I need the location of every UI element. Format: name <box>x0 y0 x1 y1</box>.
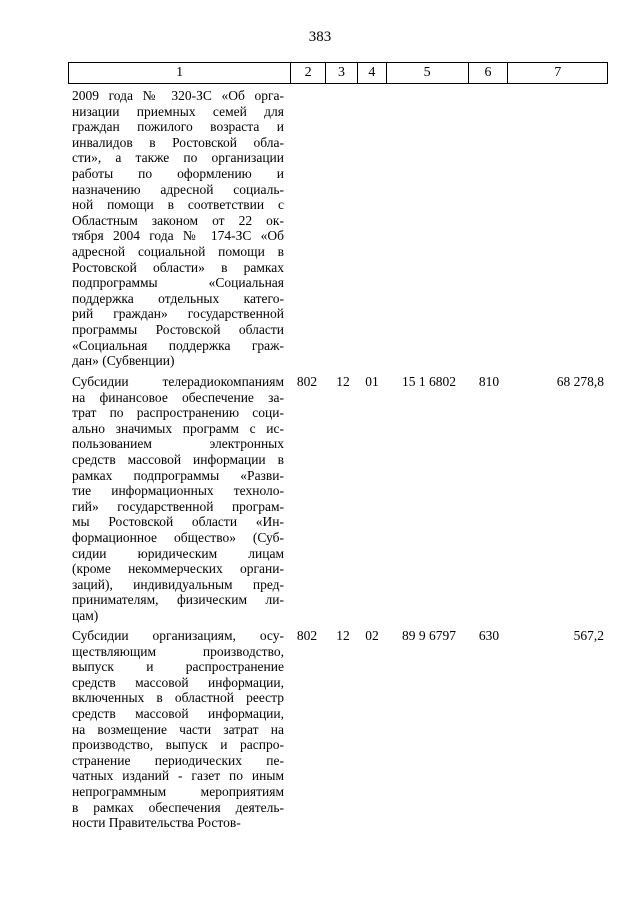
cell-col-3: 12 <box>336 374 350 389</box>
cell-col-3: 12 <box>336 628 350 643</box>
cell-col-5: 89 9 6797 <box>402 628 456 643</box>
description-line: Субсидии организациям, осу- <box>72 628 284 643</box>
cell-col-7: 567,2 <box>573 628 604 643</box>
description-line: принимателям, физическим ли- <box>72 592 284 608</box>
cell-col-6: 630 <box>478 628 500 643</box>
cell-col-2: 802 <box>296 374 318 389</box>
description-line: ности Правительства Ростов- <box>72 815 241 831</box>
description-line: на финансовое обеспечение за- <box>72 389 284 405</box>
header-col-5: 5 <box>386 63 468 83</box>
description-line: тября 2004 года № 174-ЗС «Об <box>72 228 284 244</box>
description-line: «Социальная поддержка граж- <box>72 337 284 353</box>
description-line: производство, выпуск и распро- <box>72 737 284 753</box>
description-line: ально значимых программ с ис- <box>72 420 284 436</box>
description-line: рамках подпрограммы «Разви- <box>72 467 284 483</box>
description-line: поддержка отдельных катего- <box>72 290 284 306</box>
table-header <box>68 62 608 84</box>
description-line: низации приемных семей для <box>72 103 284 119</box>
cell-col-5: 15 1 6802 <box>402 374 456 389</box>
description-line: тие информационных техноло- <box>72 483 284 499</box>
description-line: пользованием электронных <box>72 436 284 452</box>
description-line: работы по оформлению и <box>72 165 284 181</box>
cell-col-7: 68 278,8 <box>556 374 604 389</box>
description-line: заций), индивидуальным пред- <box>72 576 284 592</box>
description-line: средств массовой информации в <box>72 451 284 467</box>
description-line: включенных в областной реестр <box>72 690 284 706</box>
description-line: гий» государственной програм- <box>72 498 284 514</box>
cell-col-2: 802 <box>296 628 318 643</box>
header-col-3: 3 <box>325 63 357 83</box>
page-number: 383 <box>308 29 332 45</box>
header-col-4: 4 <box>357 63 386 83</box>
description-line: непрограммным мероприятиям <box>72 783 284 799</box>
cell-col-4: 01 <box>365 374 379 389</box>
description-line: на возмещение части затрат на <box>72 721 284 737</box>
description-line: подпрограммы «Социальная <box>72 275 284 291</box>
description-line: ществляющим производство, <box>72 643 284 659</box>
description-line: Субсидии телерадиокомпаниям <box>72 374 284 389</box>
description-line: адресной социальной помощи в <box>72 243 284 259</box>
description-line: граждан пожилого возраста и <box>72 119 284 135</box>
row-description <box>72 374 284 624</box>
description-line: рий граждан» государственной <box>72 306 284 322</box>
description-line: трат по распространению соци- <box>72 405 284 421</box>
description-line: сти», а также по организации <box>72 150 284 166</box>
description-line: ной помощи в соответствии с <box>72 197 284 213</box>
description-line: средств массовой информации, <box>72 674 284 690</box>
description-line: сидии юридическим лицам <box>72 545 284 561</box>
header-col-1: 1 <box>176 65 184 80</box>
header-col-7: 7 <box>507 63 607 83</box>
description-line: Областным законом от 22 ок- <box>72 212 284 228</box>
description-line: чатных изданий - газет по иным <box>72 768 284 784</box>
description-line: назначению адресной социаль- <box>72 181 284 197</box>
description-line: (кроме некоммерческих органи- <box>72 561 284 577</box>
description-line: дан» (Субвенции) <box>72 353 175 369</box>
description-line: Ростовской области» в рамках <box>72 259 284 275</box>
description-line: программы Ростовской области <box>72 321 284 337</box>
description-line: средств массовой информации, <box>72 705 284 721</box>
cell-col-4: 02 <box>365 628 379 643</box>
description-line: цам) <box>72 607 99 623</box>
header-col-2: 2 <box>290 63 325 83</box>
header-col-6: 6 <box>468 63 508 83</box>
description-line: формационное общество» (Суб- <box>72 529 284 545</box>
description-line: мы Ростовской области «Ин- <box>72 514 284 530</box>
description-line: выпуск и распространение <box>72 659 284 675</box>
cell-col-6: 810 <box>478 374 500 389</box>
description-line: странение периодических пе- <box>72 752 284 768</box>
description-line: в рамках обеспечения деятель- <box>72 799 284 815</box>
row-description <box>72 88 284 369</box>
description-line: инвалидов в Ростовской обла- <box>72 134 284 150</box>
description-line: 2009 года № 320-ЗС «Об орга- <box>72 88 284 103</box>
row-description <box>72 628 284 831</box>
